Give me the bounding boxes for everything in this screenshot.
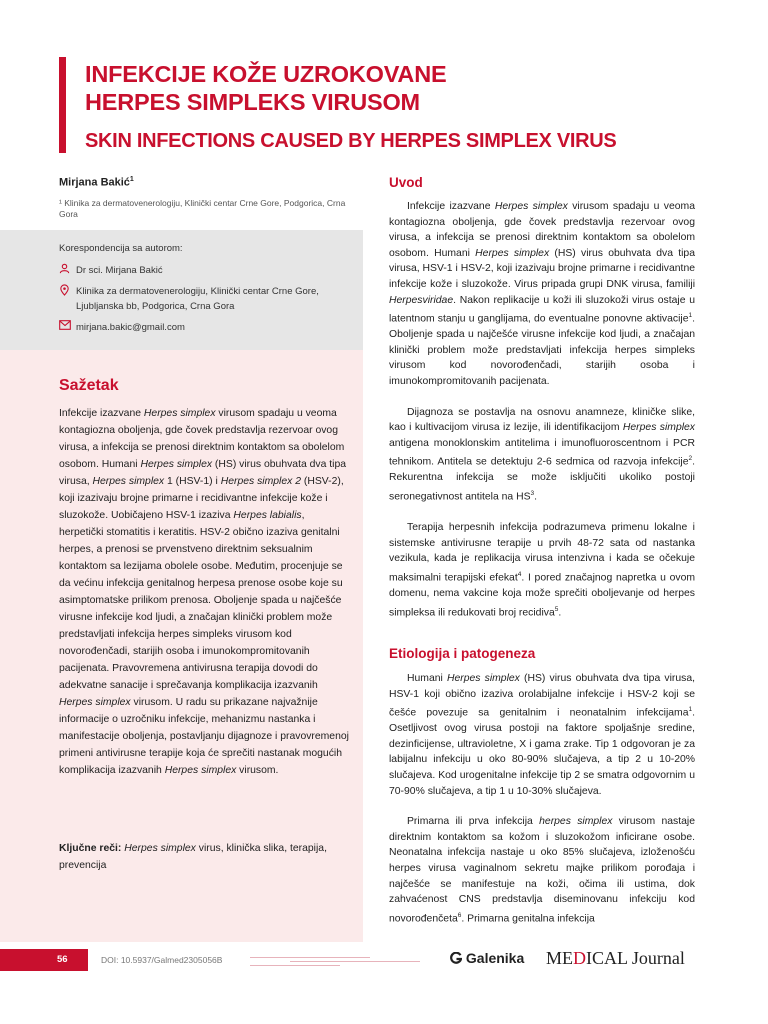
section-heading: Uvod: [389, 175, 423, 190]
paragraph: Infekcije izazvane Herpes simplex virusom spadaju u veoma kontagiozna oboljenja, gde čovek predstavlja rezervoar ovog virusa, a infekcija se prenosi direktnim kontaktom sa obolelom osobom. Humani Herpes simplex (HS) virus obuhvata dva tipa virusa, HSV-1 i HSV-2, koji izazivaju brojne primarne i recidivantne infekcije kože i sluzokože. Virus pripada grupi DNK virusa, familiji Herpesviridae. Nakon replikacije u koži ili sluzokoži virus ostaje u latentnom stanju u ganglijama, do eventualne ponovne aktivacije$^1$. Oboljenje spada u najčešće virusne infekcije kod ljudi, a značajan klinički problem može predstavljati infekcija herpes simpleks virusom kod novorođenčadi, starijih osoba i imunokompromitovanih pacijenata.: [389, 201, 695, 387]
title-line-2: HERPES SIMPLEKS VIRUSOM: [85, 89, 420, 115]
correspondence-address: Klinika za dermatovenerologiju, Klinički centar Crne Gore, Ljubljanska bb, Podgorica, Crna Gora: [59, 284, 319, 314]
envelope-icon: [59, 320, 76, 335]
section-heading: Etiologija i patogeneza: [389, 646, 536, 661]
title-accent-bar: [59, 57, 66, 153]
abstract-heading: Sažetak: [59, 377, 119, 394]
correspondence-person: Dr sci. Mirjana Bakić: [59, 263, 163, 279]
correspondence-title: Korespondencija sa autorom:: [59, 243, 183, 254]
user-icon: [59, 263, 76, 279]
author-name: Mirjana Bakić$^1$: [59, 176, 134, 189]
article-subtitle: SKIN INFECTIONS CAUSED BY HERPES SIMPLEX VIRUS: [85, 130, 617, 152]
doi-text: DOI: 10.5937/Galmed2305056B: [101, 955, 223, 965]
title-line-1: INFEKCIJE KOŽE UZROKOVANE: [85, 61, 447, 87]
article-title: [85, 60, 725, 116]
paragraph: Terapija herpesnih infekcija podrazumeva primenu lokalne i sistemske antivirusne terapije u prvih 48-72 sata od nastanka vezikula, kada je replikacija virusa intenzivna i kada se očekuje maksimalni terapijski efekat$^4$. I pored značajnog napretka u ovom domenu, nema vakcine koja može sprečiti oboljevanje od herpes simpleksa ili redukovati broj recidiva$^5$.: [389, 522, 696, 618]
section-etiologija: [389, 646, 695, 927]
paragraph: Humani Herpes simplex (HS) virus obuhvata dva tipa virusa, HSV-1 koji obično izaziva orolabijalne infekcije i HSV-2 koji se češće povezuje sa genitalnim i neonatalnim infekcijama$^1$. Osetljivost ovog virusa postoji na faktore spoljašnje sredine, dezinficijense, ultravioletne, X i gama zrake. Tip 1 odgovoran je za labijalnu infekciju u oko 80-90% slučajeva, a tip 2 u 10-20% slučajeva. Kod urogenitalne infekcije tip 2 se smatra odgovornim u 70-90% slučajeva, a tip 1 u 10-30% slučajeva.: [389, 673, 695, 797]
footer-decor-line: [290, 961, 420, 962]
author-affiliation: ¹ Klinika za dermatovenerologiju, Klinički centar Crne Gore, Podgorica, Crna Gora: [59, 198, 346, 219]
abstract-keywords: Ključne reči: Herpes simplex virus, klinička slika, terapija, prevencija: [59, 843, 327, 871]
abstract-text: Infekcije izazvane Herpes simplex virusom spadaju u veoma kontagiozna oboljenja, gde čovek predstavlja rezervoar ovog virusa, a infekcija se prenosi direktnim kontaktom sa obolelom osobom. Humani Herpes simplex (HS) virus obuhvata dva tipa virusa, Herpes simplex 1 (HSV-1) i Herpes simplex 2 (HSV-2), koji izazivaju brojne primarne i recidivantne infekcije kože i sluzokože. Uobičajeno HSV-1 izaziva Herpes labialis, herpetički stomatitis i keratitis. HSV-2 obično izaziva genitalni herpes, a prenosi se prvenstveno direktnim seksualnim kontaktom sa lezijama obolele osobe. Međutim, procenjuje se da većinu infekcija genitalnog herpesa prenose osobe koje su asimptomatske prilikom prenosa. Oboljenje spada u najčešće virusne infekcije kod ljudi, a značajan klinički problem može predstavljati infekcija herpes simpleks virusom kod novorođenčadi, starijih osoba i imunokompromitovanih pacijenata. Pravovremena antivirusna terapija dovodi do adekvatne sanacije i sprečavanja komplikacija izazvanih Herpes simplex virusom. U radu su prikazane najvažnije informacije o uzročniku infekcije, mehanizmu nastanka i manifestacije oboljenja, postavljanju dijagnoze i pravovremenoj primeni antivirusne terapije koja će sprečiti nastanak mogućih komplikacija izazvanih Herpes simplex virusom.: [59, 408, 349, 776]
footer-decor-line: [250, 957, 370, 958]
keywords-label: Ključne reči:: [59, 843, 122, 854]
correspondence-email[interactable]: mirjana.bakic@gmail.com: [59, 320, 185, 335]
footer-page-tab: [0, 949, 88, 971]
galenika-g-icon: [450, 952, 462, 964]
galenika-logo: Galenika: [450, 950, 524, 966]
journal-name: MEDICAL Journal: [546, 948, 685, 968]
author-sup: 1: [129, 176, 134, 183]
paragraph: Primarna ili prva infekcija herpes simplex virusom nastaje direktnim kontaktom sa kožom i sluzokožom inficirane osobe. Neonatalna infekcija nastaje u oko 85% slučajeva, izloženošću herpes virusa vaginalnom sekretu majke prilikom porođaja i najčešće se manifestuje na koži, očima ili ustima, dok zahvaćenost CNS predstavlja diseminovanu infekciju kod novorođenčeta$^6$. Primarna genitalna infekcija: [389, 816, 695, 925]
location-pin-icon: [59, 284, 76, 314]
section-uvod: [389, 175, 695, 621]
page-number: 56: [57, 954, 68, 965]
paragraph: Dijagnoza se postavlja na osnovu anamneze, kliničke slike, kao i kultivacijom virusa iz lezije, ili identifikacijom Herpes simplex antigena monoklonskim antitelima i imunofluoroscentnom i PCR tehnikom. Antitela se detektuju 2-6 sedmica od razvoja infekcije$^2$. Rekurentna infekcija se može isključiti ukoliko postoji seronegativnost antitela na $HS^3$.: [389, 406, 696, 503]
footer-decor-line: [250, 965, 340, 966]
